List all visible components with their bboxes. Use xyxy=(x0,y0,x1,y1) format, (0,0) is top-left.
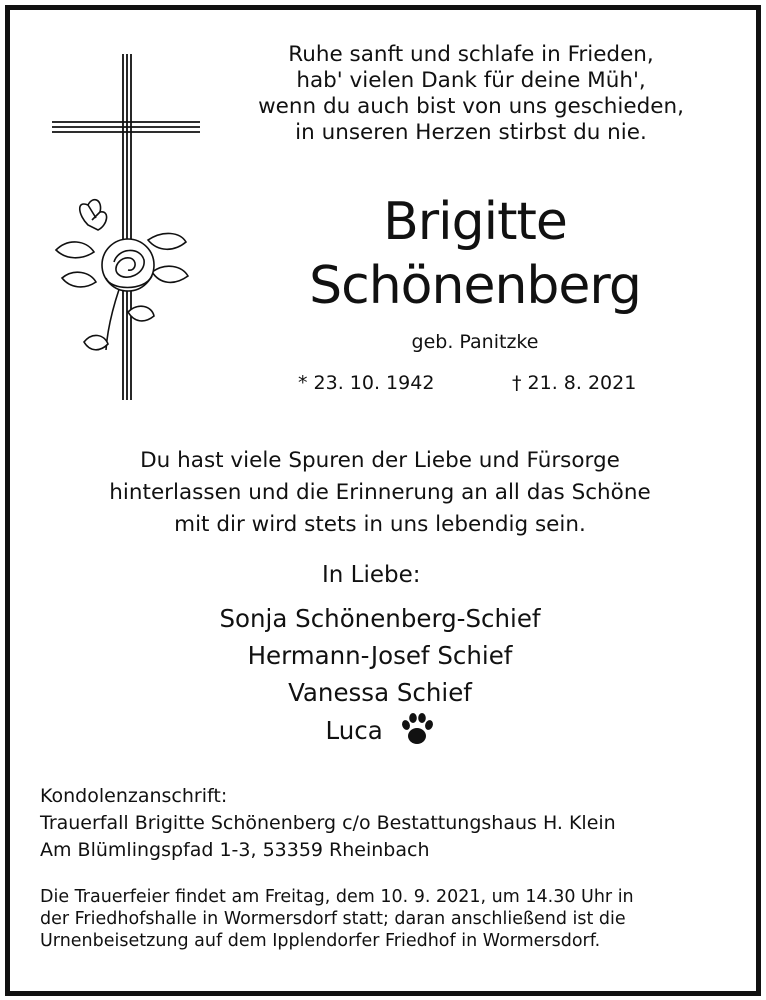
in-love-label: In Liebe: xyxy=(322,562,421,588)
message-line: Du hast viele Spuren der Liebe und Fürsorge xyxy=(140,448,620,473)
mourner-name: Luca xyxy=(325,716,383,745)
poem-line: in unseren Herzen stirbst du nie. xyxy=(295,120,647,145)
condolence-address xyxy=(40,783,616,864)
condolence-line: Am Blümlingspfad 1-3, 53359 Rheinbach xyxy=(40,839,430,861)
deceased-first-name: Brigitte xyxy=(383,192,567,252)
paw-print-icon xyxy=(399,711,435,747)
ceremony-line: Die Trauerfeier findet am Freitag, dem 10. 9. 2021, um 14.30 Uhr in xyxy=(40,887,634,907)
poem-line: hab' vielen Dank für deine Müh', xyxy=(296,68,646,93)
death-date: † 21. 8. 2021 xyxy=(512,372,637,394)
message-line: hinterlassen und die Erinnerung an all das Schöne xyxy=(109,480,651,505)
condolence-heading: Kondolenzanschrift: xyxy=(40,785,228,807)
memorial-poem xyxy=(226,42,716,146)
mourner-name: Vanessa Schief xyxy=(288,678,472,707)
poem-line: Ruhe sanft und schlafe in Frieden, xyxy=(288,42,654,67)
cross-with-rose-icon xyxy=(48,50,203,405)
poem-line: wenn du auch bist von uns geschieden, xyxy=(258,94,684,119)
mourner-name: Sonja Schönenberg-Schief xyxy=(219,604,541,633)
mourners-list xyxy=(130,600,630,749)
birth-name: geb. Panitzke xyxy=(411,331,539,353)
condolence-line: Trauerfall Brigitte Schönenberg c/o Bestattungshaus H. Klein xyxy=(40,812,616,834)
ceremony-line: der Friedhofshalle in Wormersdorf statt; daran anschließend ist die xyxy=(40,909,626,929)
mourner-name: Hermann-Josef Schief xyxy=(247,641,513,670)
mourner-pet xyxy=(130,711,630,749)
memorial-message xyxy=(40,445,720,541)
deceased-last-name: Schönenberg xyxy=(309,256,641,316)
message-line: mit dir wird stets in uns lebendig sein. xyxy=(174,512,586,537)
birth-date: * 23. 10. 1942 xyxy=(298,372,435,394)
ceremony-line: Urnenbeisetzung auf dem Ipplendorfer Friedhof in Wormersdorf. xyxy=(40,931,601,951)
funeral-ceremony-info xyxy=(40,886,634,952)
